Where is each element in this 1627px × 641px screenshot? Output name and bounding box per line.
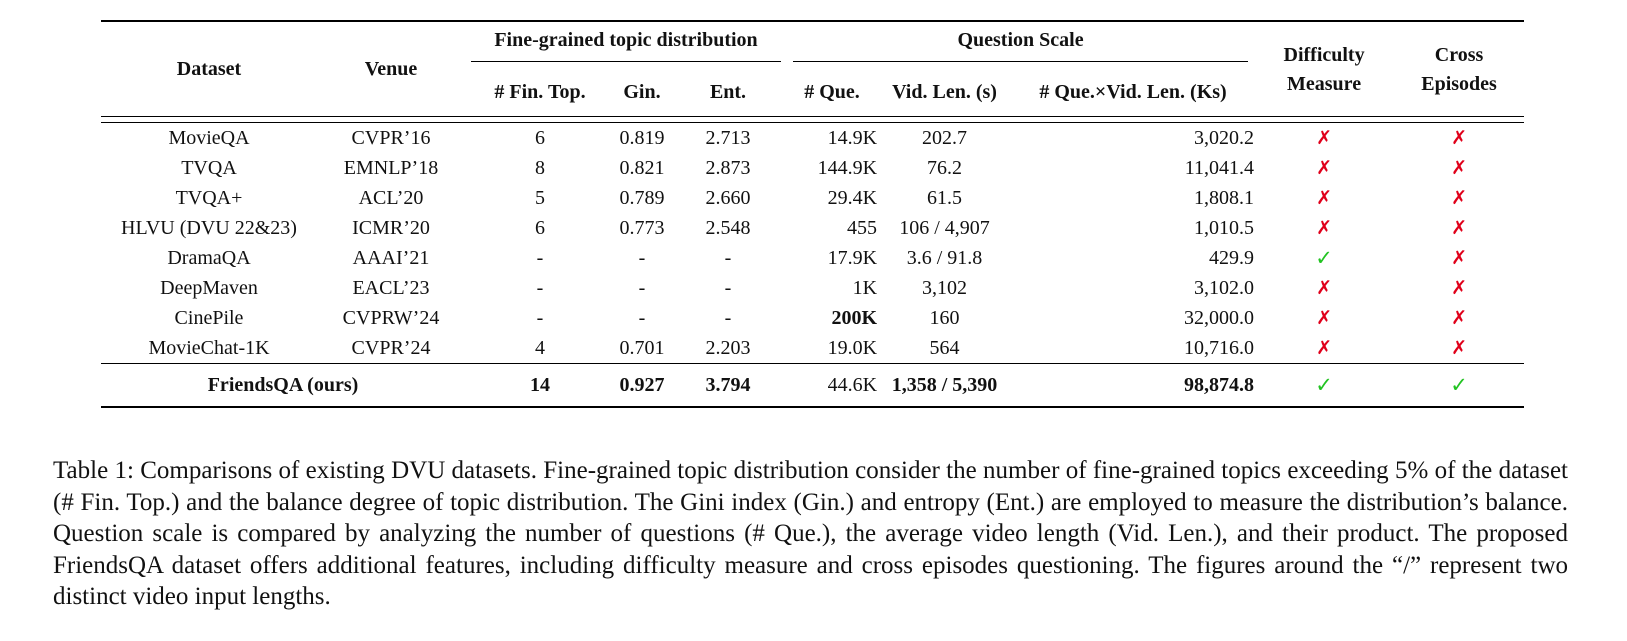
cell-vid-len: 3,102 xyxy=(922,277,968,299)
cell-que: 144.9K xyxy=(817,157,878,179)
cell-que-x-len: 1,010.5 xyxy=(1194,217,1255,239)
cell-gin: - xyxy=(638,277,646,299)
cell-venue: EMNLP’18 xyxy=(343,157,439,179)
cell-que-x-len: 429.9 xyxy=(1209,247,1255,269)
header-que-x-len: # Que.×Vid. Len. (Ks) xyxy=(1039,81,1227,103)
cell-difficulty xyxy=(1254,153,1394,183)
cell-ent: - xyxy=(724,247,732,269)
cross-mark-icon: ✗ xyxy=(1451,247,1467,269)
cell-fin-top: 8 xyxy=(535,157,545,179)
cell-que: 455 xyxy=(847,217,878,239)
cell-dataset: HLVU (DVU 22&23) xyxy=(121,217,297,239)
cell-vid-len: 160 xyxy=(929,307,960,329)
cell-ent: 2.548 xyxy=(705,217,751,239)
cell-fin-top: 5 xyxy=(535,187,545,209)
comparison-table-container xyxy=(101,20,1524,408)
cell-que-x-len: 3,020.2 xyxy=(1194,127,1255,149)
cell-venue: AAAI’21 xyxy=(352,247,430,269)
header-row-top xyxy=(101,21,1524,68)
cell-difficulty xyxy=(1254,273,1394,303)
cell-gin: 0.821 xyxy=(619,157,665,179)
cell-cross xyxy=(1394,303,1524,333)
cross-mark-icon: ✗ xyxy=(1316,217,1332,239)
header-scale-group-label: Question Scale xyxy=(793,29,1248,62)
cell-dataset: DramaQA xyxy=(167,247,251,269)
table-row xyxy=(101,153,1524,183)
cell-ent-ours: 3.794 xyxy=(669,364,787,408)
cell-difficulty xyxy=(1254,123,1394,154)
cell-gin: 0.789 xyxy=(619,187,665,209)
cell-que-ours: 44.6K xyxy=(787,364,877,408)
cell-vid-len: 106 / 4,907 xyxy=(899,217,990,239)
cell-ent: - xyxy=(724,277,732,299)
cell-que: 29.4K xyxy=(827,187,878,209)
cross-mark-icon: ✗ xyxy=(1451,307,1467,329)
cell-dataset: MovieQA xyxy=(168,127,250,149)
check-mark-icon: ✓ xyxy=(1450,372,1468,397)
cell-dataset: TVQA+ xyxy=(175,187,243,209)
table-body xyxy=(101,123,1524,364)
cell-ent: - xyxy=(724,307,732,329)
cell-fin-top: 6 xyxy=(535,127,545,149)
header-vid-len: Vid. Len. (s) xyxy=(892,81,997,103)
header-que: # Que. xyxy=(804,81,860,103)
comparison-table xyxy=(101,20,1524,408)
table-row xyxy=(101,123,1524,154)
cell-cross xyxy=(1394,333,1524,364)
cell-que: 14.9K xyxy=(827,127,878,149)
cross-mark-icon: ✗ xyxy=(1451,277,1467,299)
header-topic-group xyxy=(465,21,787,68)
table-row xyxy=(101,303,1524,333)
cell-cross xyxy=(1394,153,1524,183)
check-mark-icon: ✓ xyxy=(1315,245,1333,270)
cell-cross xyxy=(1394,273,1524,303)
table-row xyxy=(101,243,1524,273)
cell-dataset-ours: FriendsQA (ours) xyxy=(101,364,465,408)
cell-vid-len: 76.2 xyxy=(927,157,963,179)
cell-gin: 0.701 xyxy=(619,337,665,359)
cell-dataset: DeepMaven xyxy=(160,277,258,299)
cell-difficulty xyxy=(1254,303,1394,333)
cell-que: 19.0K xyxy=(827,337,878,359)
header-ent: Ent. xyxy=(709,81,747,103)
cell-ent: 2.713 xyxy=(705,127,751,149)
cross-mark-icon: ✗ xyxy=(1316,127,1332,149)
cell-cross-ours xyxy=(1394,364,1524,408)
cross-mark-icon: ✗ xyxy=(1316,187,1332,209)
check-mark-icon: ✓ xyxy=(1315,372,1333,397)
cell-dataset: MovieChat-1K xyxy=(148,337,270,359)
cell-fin-top-ours: 14 xyxy=(465,364,615,408)
header-dataset: Dataset xyxy=(101,21,317,117)
cell-venue: CVPRW’24 xyxy=(342,307,440,329)
cell-vid-len: 564 xyxy=(929,337,960,359)
cell-que-x-len: 3,102.0 xyxy=(1194,277,1255,299)
header-topic-group-label: Fine-grained topic distribution xyxy=(471,29,781,62)
header-gin: Gin. xyxy=(623,81,661,103)
header-cross-line2: Episodes xyxy=(1421,72,1497,95)
cell-que-x-len-ours: 98,874.8 xyxy=(1012,364,1254,408)
cell-vid-len: 61.5 xyxy=(927,187,963,209)
header-difficulty-line2: Measure xyxy=(1287,72,1362,95)
cell-gin: - xyxy=(638,307,646,329)
cell-que-best: 200K xyxy=(831,307,878,329)
header-difficulty xyxy=(1254,21,1394,117)
header-scale-group xyxy=(787,21,1254,68)
cross-mark-icon: ✗ xyxy=(1316,157,1332,179)
cross-mark-icon: ✗ xyxy=(1316,277,1332,299)
cell-cross xyxy=(1394,123,1524,154)
cross-mark-icon: ✗ xyxy=(1451,127,1467,149)
cell-venue: EACL’23 xyxy=(352,277,430,299)
cell-difficulty xyxy=(1254,243,1394,273)
cell-cross xyxy=(1394,183,1524,213)
cell-venue: CVPR’24 xyxy=(351,337,431,359)
cross-mark-icon: ✗ xyxy=(1451,187,1467,209)
cell-fin-top: - xyxy=(536,277,544,299)
cell-que-x-len: 11,041.4 xyxy=(1184,157,1255,179)
cell-gin-ours: 0.927 xyxy=(615,364,669,408)
table-row xyxy=(101,213,1524,243)
cell-que-x-len: 10,716.0 xyxy=(1184,337,1255,359)
cell-que-x-len: 32,000.0 xyxy=(1184,307,1255,329)
cell-dataset: CinePile xyxy=(174,307,244,329)
header-venue: Venue xyxy=(317,21,465,117)
cell-gin: - xyxy=(638,247,646,269)
cell-venue: ACL’20 xyxy=(358,187,424,209)
table-row xyxy=(101,183,1524,213)
cross-mark-icon: ✗ xyxy=(1451,217,1467,239)
cell-difficulty xyxy=(1254,183,1394,213)
header-difficulty-line1: Difficulty xyxy=(1283,43,1365,66)
cell-cross xyxy=(1394,243,1524,273)
cross-mark-icon: ✗ xyxy=(1451,157,1467,179)
header-fin-top: # Fin. Top. xyxy=(494,81,586,103)
cell-que-x-len: 1,808.1 xyxy=(1194,187,1255,209)
cell-fin-top: - xyxy=(536,307,544,329)
cell-difficulty-ours xyxy=(1254,364,1394,408)
header-cross xyxy=(1394,21,1524,117)
cell-difficulty xyxy=(1254,213,1394,243)
cross-mark-icon: ✗ xyxy=(1316,307,1332,329)
cross-mark-icon: ✗ xyxy=(1316,337,1332,359)
cell-cross xyxy=(1394,213,1524,243)
cell-venue: ICMR’20 xyxy=(352,217,430,239)
cell-fin-top: 4 xyxy=(535,337,545,359)
cell-fin-top: 6 xyxy=(535,217,545,239)
cell-vid-len-ours: 1,358 / 5,390 xyxy=(877,364,1012,408)
cell-fin-top: - xyxy=(536,247,544,269)
table-row xyxy=(101,333,1524,364)
cell-ent: 2.873 xyxy=(705,157,751,179)
cell-ent: 2.660 xyxy=(705,187,751,209)
table-row xyxy=(101,273,1524,303)
cell-difficulty xyxy=(1254,333,1394,364)
cell-gin: 0.819 xyxy=(619,127,665,149)
table-caption: Table 1: Comparisons of existing DVU datasets. Fine-grained topic distribution consider the number of fine-grained topics exceeding 5% of the dataset (# Fin. Top.) and the balance degree of topic distribution. The Gini index (Gin.) and entropy (Ent.) are employed to measure the distribution’s balance. Question scale is compared by analyzing the number of questions (# Que.), the average video length (Vid. Len.), and their product. The proposed FriendsQA dataset offers additional features, including difficulty measure and cross episodes questioning. The figures around the “/” represent two distinct video input lengths. xyxy=(53,457,1568,610)
cell-ent: 2.203 xyxy=(705,337,751,359)
cell-vid-len: 3.6 / 91.8 xyxy=(906,247,983,269)
cell-que: 17.9K xyxy=(827,247,878,269)
cell-gin: 0.773 xyxy=(619,217,665,239)
table-footer-ours xyxy=(101,364,1524,408)
header-cross-line1: Cross xyxy=(1434,43,1484,66)
cross-mark-icon: ✗ xyxy=(1451,337,1467,359)
cell-que: 1K xyxy=(852,277,878,299)
cell-dataset: TVQA xyxy=(181,157,237,179)
cell-vid-len: 202.7 xyxy=(922,127,968,149)
table-row-ours xyxy=(101,364,1524,408)
cell-venue: CVPR’16 xyxy=(351,127,431,149)
